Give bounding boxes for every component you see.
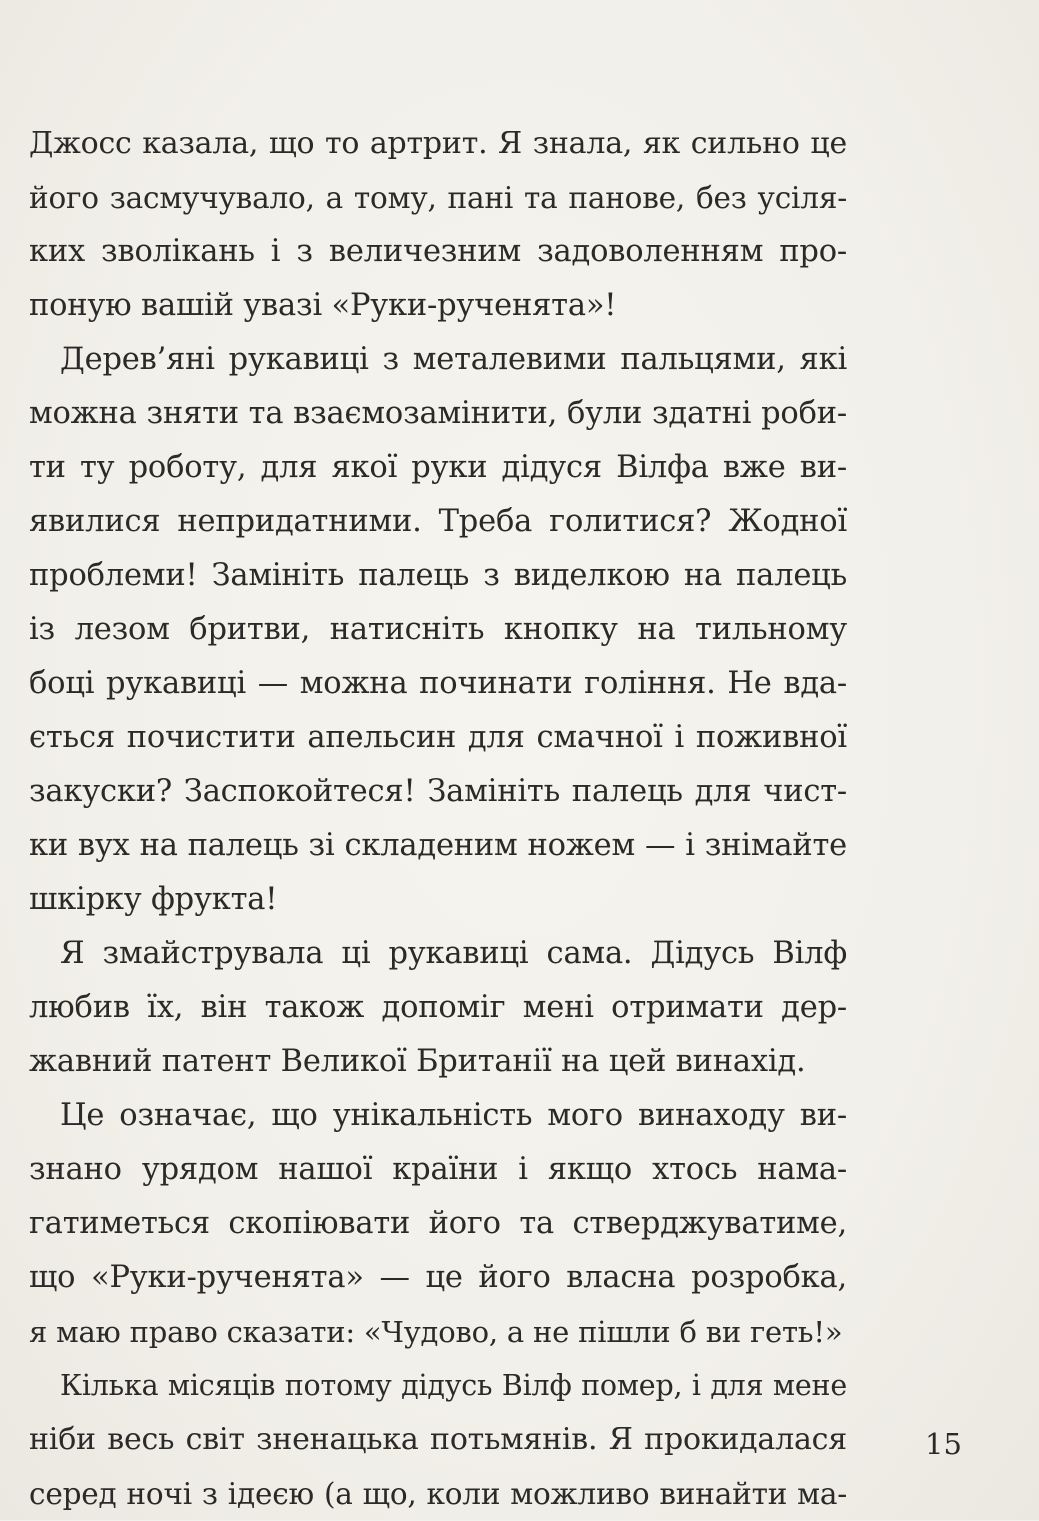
text-line: гатиметься скопіювати його та стверджуватиме,: [29, 1206, 847, 1241]
text-line: Дерев’яні рукавиці з металевими пальцями, які: [60, 342, 847, 377]
text-line: закуски? Заспокойтеся! Замініть палець для чист-: [29, 774, 847, 809]
page-number: 15: [925, 1427, 962, 1461]
text-line: можна зняти та взаємозамінити, були здатні роби-: [29, 396, 847, 431]
text-line: любив їх, він також допоміг мені отримати дер-: [29, 990, 847, 1025]
text-line: Джосс казала, що то артрит. Я знала, як сильно це: [29, 126, 847, 161]
text-line: Я змайструвала ці рукавиці сама. Дідусь Вілф: [60, 936, 847, 971]
text-line: боці рукавиці — можна починати гоління. Не вда-: [29, 666, 847, 701]
text-line: явилися непридатними. Треба голитися? Жодної: [29, 504, 847, 539]
text-line: поную вашій увазі «Руки-рученята»!: [29, 288, 617, 323]
text-line: із лезом бритви, натисніть кнопку на тильному: [29, 612, 847, 647]
text-line: ки вух на палець зі складеним ножем — і знімайте: [29, 828, 847, 863]
text-line: шкірку фрукта!: [29, 882, 278, 917]
text-line: ється почистити апельсин для смачної і поживної: [29, 720, 847, 755]
text-line: жавний патент Великої Британії на цей винахід.: [29, 1044, 806, 1079]
text-line: ких зволікань і з величезним задоволенням про-: [29, 234, 847, 269]
text-line: ніби весь світ зненацька потьмянів. Я прокидалася: [29, 1422, 847, 1457]
text-line: знано урядом нашої країни і якщо хтось нама-: [29, 1152, 847, 1187]
body-text: [29, 117, 847, 1521]
text-line: проблеми! Замініть палець з виделкою на палець: [29, 558, 847, 593]
text-line: серед ночі з ідеєю (а що, коли можливо винайти ма-: [29, 1477, 847, 1511]
text-line: Кілька місяців потому дідусь Вілф помер, і для мене: [60, 1369, 847, 1402]
text-line: Це означає, що унікальність мого винаходу ви-: [60, 1098, 847, 1133]
text-line: його засмучувало, а тому, пані та панове, без усіля-: [29, 181, 847, 215]
text-line: ти ту роботу, для якої руки дідуся Вілфа вже ви-: [29, 450, 847, 485]
text-line: я маю право сказати: «Чудово, а не пішли б ви геть!»: [29, 1315, 843, 1349]
text-line: що «Руки-рученята» — це його власна розробка,: [29, 1260, 847, 1295]
